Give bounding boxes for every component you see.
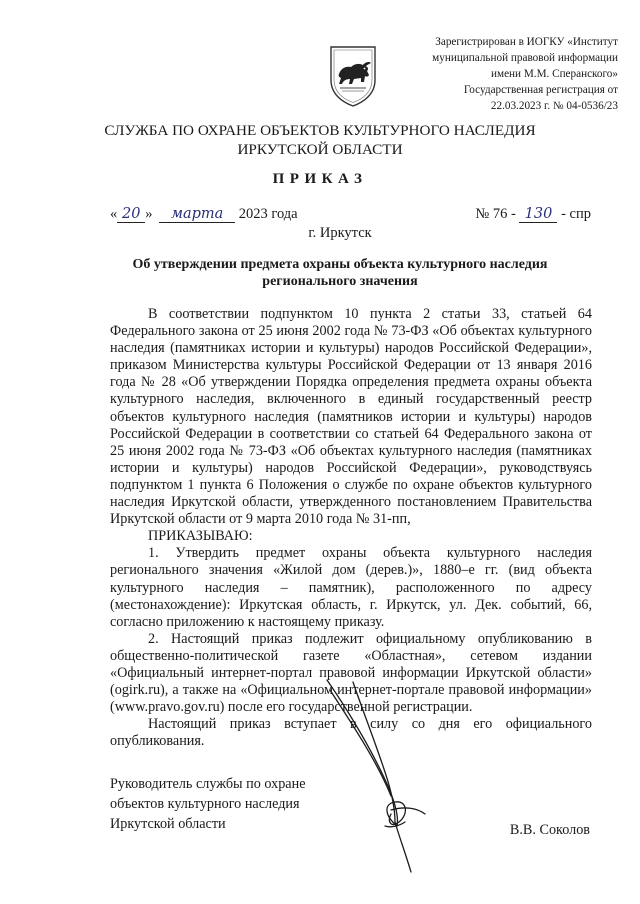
document-title (100, 256, 580, 290)
quote-close: » (145, 206, 153, 222)
signatory-title-line: Руководитель службы по охране (110, 776, 306, 792)
closing-paragraph: Настоящий приказ вступает в силу со дня его официального опубликования. (110, 716, 592, 750)
order-date (110, 206, 298, 223)
signatory-title (110, 774, 306, 834)
registration-line: муниципальной правовой информации (432, 52, 618, 64)
irkutsk-coat-of-arms-icon (328, 44, 378, 108)
signatory-name: В.В. Соколов (509, 822, 590, 838)
handwritten-day: 20 (117, 206, 145, 223)
registration-stamp (348, 34, 618, 114)
order-number (475, 206, 591, 223)
registration-line: 22.03.2023 г. № 04-0536/23 (490, 100, 618, 112)
handwritten-month: марта (159, 206, 235, 223)
order-title: ПРИКАЗ (272, 171, 368, 187)
preamble-paragraph: В соответствии подпунктом 10 пункта 2 статьи 33, статьей 64 Федерального закона от 25 июня 2002 года № 73-ФЗ «Об объектах культурного наследия (памятниках истории и культуры) народов Российской Федерации», приказом Министерства культуры Российской Федерации от 13 января 2016 года № 28 «Об утверждении Порядка определения предмета охраны объекта культурного наследия, включенного в единый государственный реестр объектов культурного наследия (памятников истории и культуры) народов Российской Федерации в соответствии со статьей 64 Федерального закона от 25 июня 2002 года № 73-ФЗ «Об объектах культурного наследия (памятниках истории и культуры) народов Российской Федерации», руководствуясь подпунктом 1 пункта 6 Положения о службе по охране объектов культурного наследия Иркутской области, утвержденного постановлением Правительства Иркутской области от 9 марта 2010 года № 31-пп, (110, 306, 592, 528)
registration-line: Зарегистрирован в ИОГКУ «Институт (435, 36, 618, 48)
registration-line: Государственная регистрация от (463, 84, 618, 96)
order-item-2: 2. Настоящий приказ подлежит официальному опубликованию в общественно-политической газете «Областная», сетевом издании «Официальный интернет-портал правовой информации Иркутской области» (ogirk.ru), а также на «Официальном интернет-портале правовой информации» (www.pravo.gov.ru) после его государственной регистрации. (110, 630, 592, 716)
agency-name-line: СЛУЖБА ПО ОХРАНЕ ОБЪЕКТОВ КУЛЬТУРНОГО НАСЛЕДИЯ (104, 122, 536, 139)
document-title-line: регионального значения (262, 274, 418, 289)
registration-line: имени М.М. Сперанского» (491, 68, 618, 80)
order-item-1: 1. Утвердить предмет охраны объекта культурного наследия регионального значения «Жилой дом (дерев.)», 1880–е гг. (вид объекта культурного наследия – памятник), расположенного по адресу (местонахождение): Иркутская область, г. Иркутск, ул. Дек. событий, 66, согласно приложению к настоящему приказу. (110, 545, 592, 630)
order-city: г. Иркутск (308, 225, 372, 241)
agency-name-line: ИРКУТСКОЙ ОБЛАСТИ (237, 141, 403, 158)
order-word: ПРИКАЗЫВАЮ: (148, 528, 253, 545)
handwritten-number: 130 (519, 206, 557, 223)
order-number-prefix: № 76 - (475, 206, 516, 222)
order-number-suffix: - спр (561, 206, 591, 222)
order-year: 2023 года (238, 206, 298, 222)
agency-name (0, 121, 640, 159)
signatory-title-line: Иркутской области (110, 816, 226, 832)
handwritten-signature-icon (325, 676, 445, 886)
signatory-title-line: объектов культурного наследия (110, 796, 300, 812)
document-title-line: Об утверждении предмета охраны объекта культурного наследия (132, 257, 548, 272)
quote-open: « (110, 206, 118, 222)
